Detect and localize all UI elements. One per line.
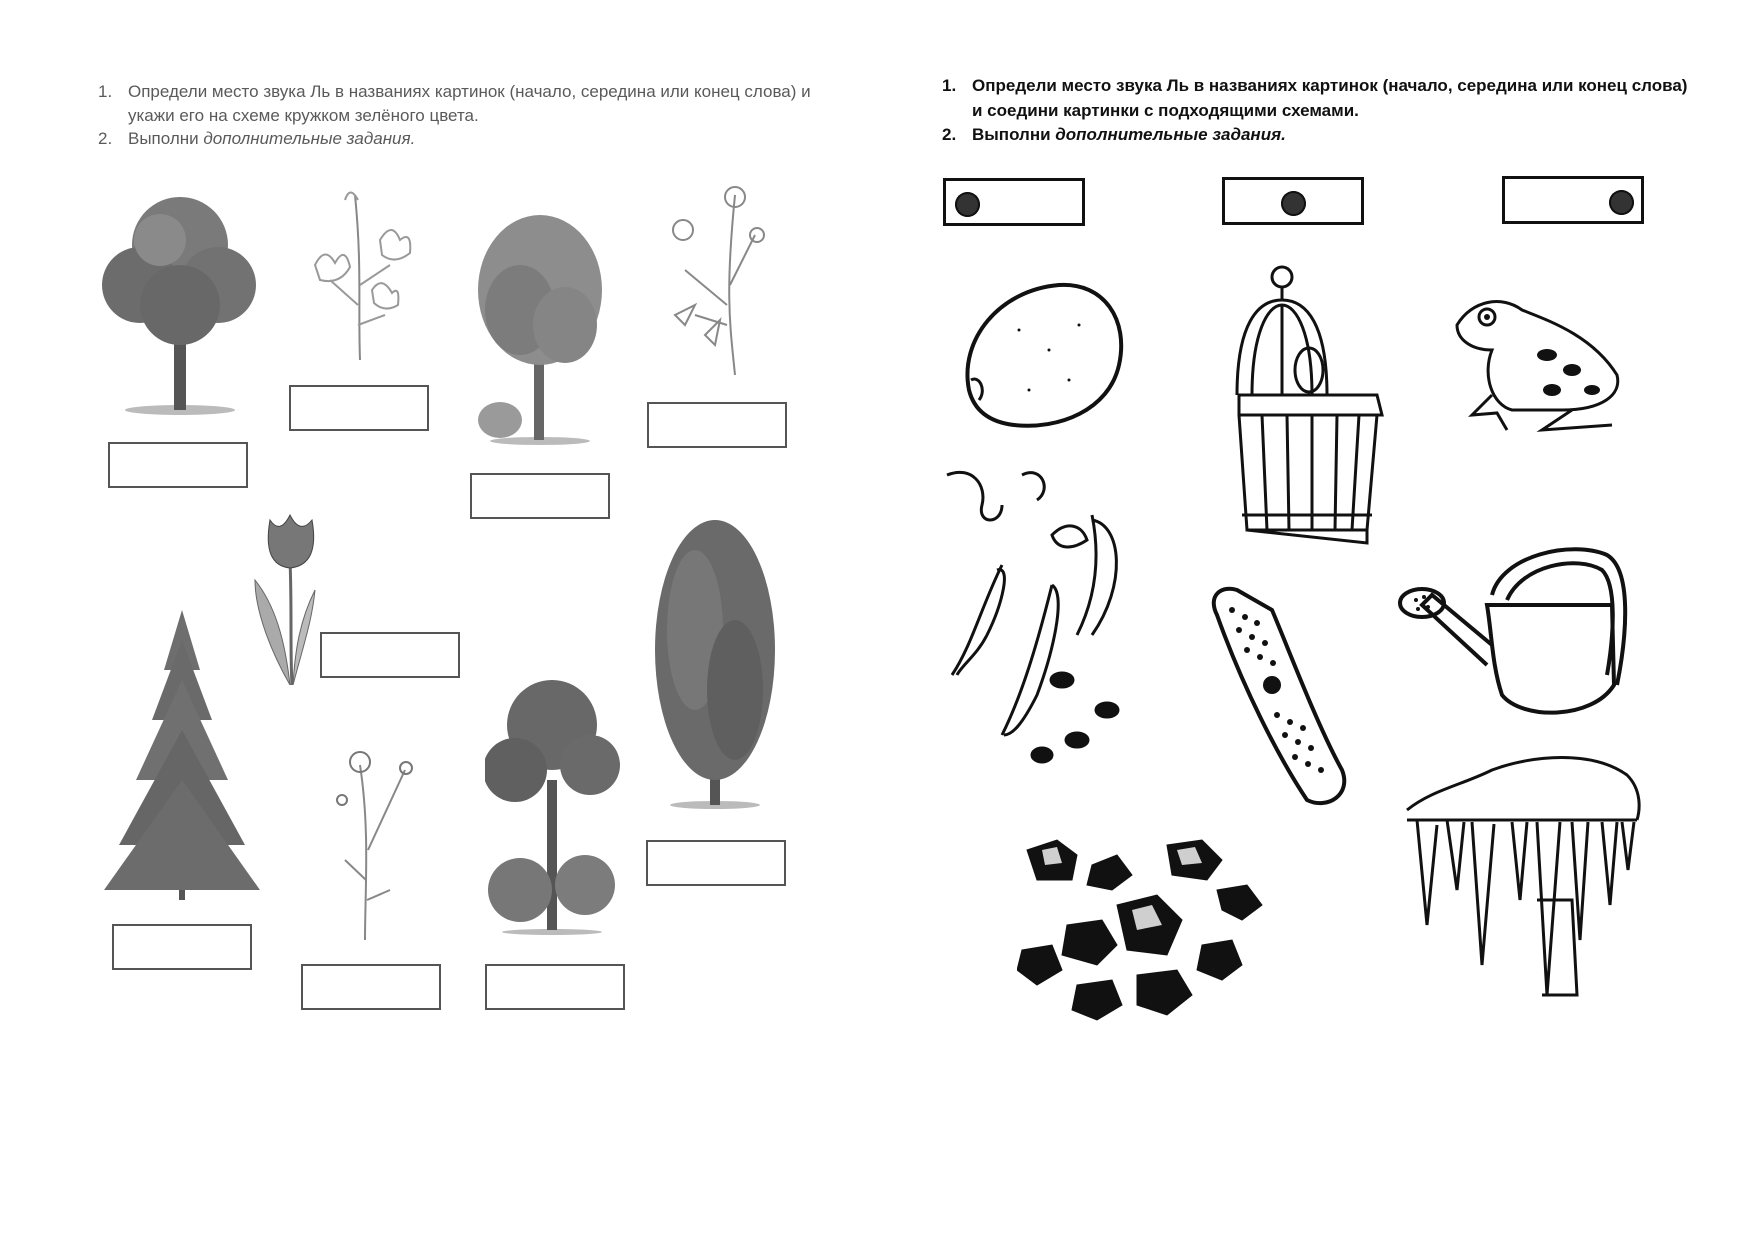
instruction-item: 1. Определи место звука Ль в названиях картинок (начало, середина или конец слова) и укажи его на схеме кружком зелёного цвета. xyxy=(98,82,811,125)
right-worksheet-page xyxy=(877,0,1754,1240)
answer-box-linden[interactable] xyxy=(485,964,625,1010)
right-instructions xyxy=(942,74,1702,148)
poplar-tree-image xyxy=(650,520,780,810)
sound-position-marker xyxy=(1609,190,1634,215)
watering-can-image xyxy=(1392,535,1637,720)
answer-box-oak[interactable] xyxy=(108,442,248,488)
sound-position-marker xyxy=(1281,191,1306,216)
birdcage-image xyxy=(1227,265,1392,555)
lily-flower-image xyxy=(300,185,420,360)
answer-box-poplar[interactable] xyxy=(646,840,786,886)
answer-box-spruce[interactable] xyxy=(112,924,252,970)
spruce-tree-image xyxy=(100,610,265,900)
oak-tree-image xyxy=(100,185,260,415)
frog-image xyxy=(1452,295,1627,435)
linden-tree-image xyxy=(485,670,620,935)
answer-box-tulip[interactable] xyxy=(320,632,460,678)
left-instructions xyxy=(98,80,818,151)
answer-box-lily[interactable] xyxy=(289,385,429,431)
birch-tree-image xyxy=(470,215,610,445)
beans-image xyxy=(942,465,1142,775)
scheme-sound-middle[interactable] xyxy=(1222,177,1364,225)
scheme-sound-end[interactable] xyxy=(1502,176,1644,224)
buttercup-flower-image xyxy=(665,185,765,375)
sound-position-marker xyxy=(955,192,980,217)
instruction-item: 2. Выполни дополнительные задания. xyxy=(942,125,1286,144)
icicles-image xyxy=(1402,750,1642,1015)
lemon-image xyxy=(959,280,1129,430)
instruction-item: 1. Определи место звука Ль в названиях картинок (начало, середина или конец слова) и соедини картинки с подходящими схемами. xyxy=(942,76,1688,120)
scheme-sound-start[interactable] xyxy=(943,178,1085,226)
answer-box-cornflower[interactable] xyxy=(301,964,441,1010)
answer-box-birch[interactable] xyxy=(470,473,610,519)
cornflower-image xyxy=(330,750,420,940)
remote-control-image xyxy=(1207,585,1367,810)
coal-rocks-image xyxy=(1017,835,1272,1025)
answer-box-buttercup[interactable] xyxy=(647,402,787,448)
instruction-item: 2. Выполни дополнительные задания. xyxy=(98,129,416,148)
